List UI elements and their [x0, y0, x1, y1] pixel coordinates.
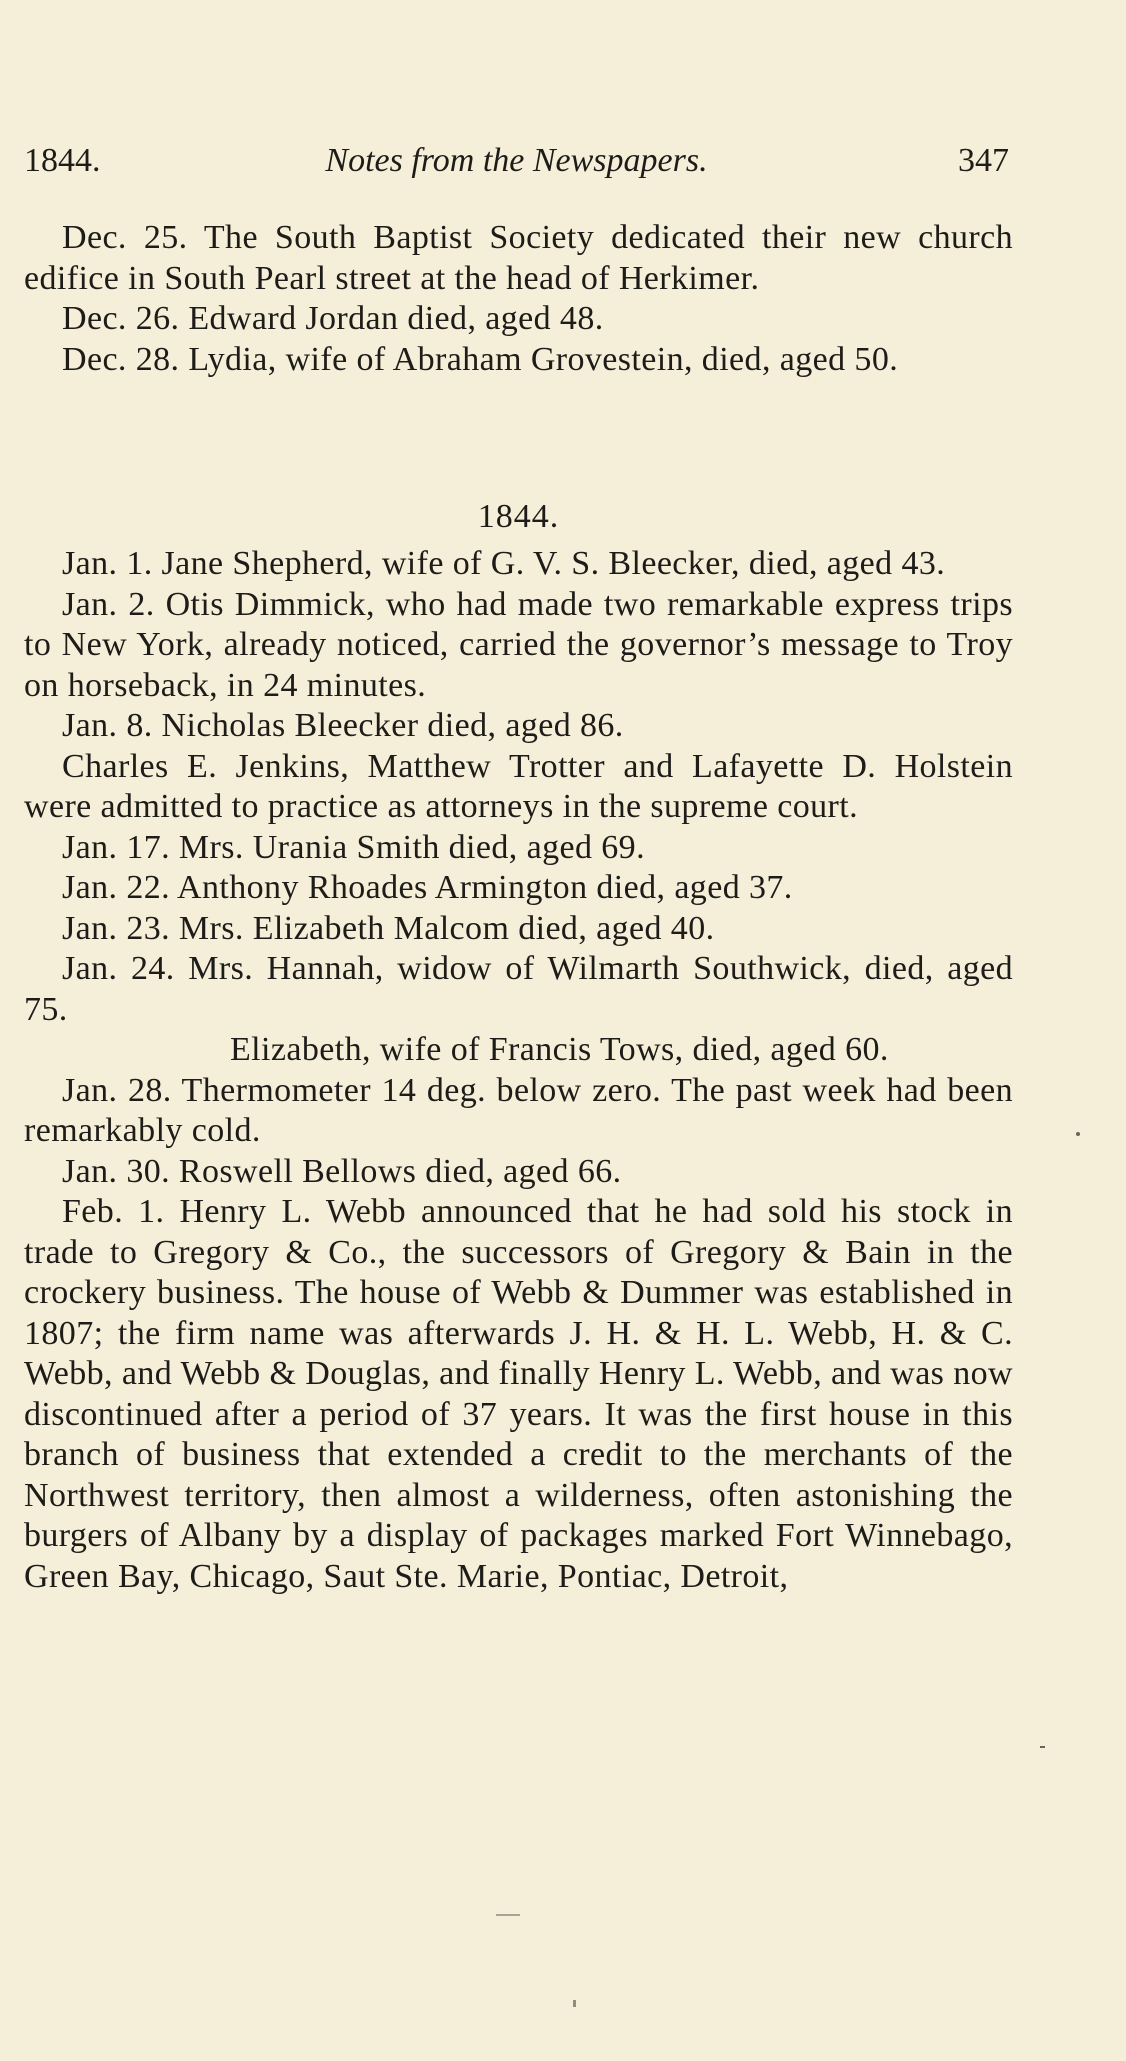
- paper-speck: [1040, 1746, 1045, 1748]
- entry-feb-1: Feb. 1. Henry L. Webb announced that he had sold his stock in trade to Gregory & Co., the successors of Gregory & Bain in the crockery business. The house of Webb & Dummer was established in 1807; the firm name was afterwards J. H. & H. L. Webb, H. & C. Webb, and Webb & Douglas, and finally Henry L. Webb, and was now discontinued after a period of 37 years. It was the first house in this branch of business that extended a credit to the merchants of the Northwest territory, then almost a wilderness, often astonishing the burgers of Albany by a display of packages marked Fort Winnebago, Green Bay, Chicago, Saut Ste. Marie, Pontiac, Detroit,: [24, 1193, 1013, 1595]
- paper-speck: [1076, 1132, 1080, 1136]
- entries-1843: [24, 218, 1013, 380]
- entry-jan-24-tows: Elizabeth, wife of Francis Tows, died, aged 60.: [230, 1031, 889, 1068]
- entry-jan-1: Jan. 1. Jane Shepherd, wife of G. V. S. Bleecker, died, aged 43.: [62, 545, 946, 582]
- entry-jan-24: Jan. 24. Mrs. Hannah, widow of Wilmarth Southwick, died, aged 75.: [24, 950, 1013, 1028]
- entry-jan-22: Jan. 22. Anthony Rhoades Armington died, aged 37.: [62, 869, 793, 906]
- header-year: 1844.: [24, 142, 101, 179]
- running-header: [24, 141, 1009, 181]
- paper-speck: [573, 2000, 576, 2007]
- entry-jan-23: Jan. 23. Mrs. Elizabeth Malcom died, aged 40.: [62, 909, 715, 947]
- entry-dec-28: Dec. 28. Lydia, wife of Abraham Grovestein, died, aged 50.: [62, 340, 899, 378]
- entries-1844: [24, 544, 1013, 1597]
- paper-speck: [496, 1914, 520, 1916]
- entry-jan-8-attorneys: Charles E. Jenkins, Matthew Trotter and Lafayette D. Holstein were admitted to practice as attorneys in the supreme court.: [24, 747, 1013, 825]
- page-number: 347: [958, 142, 1009, 179]
- entry-jan-28: Jan. 28. Thermometer 14 deg. below zero. The past week had been remarkably cold.: [24, 1071, 1013, 1149]
- year-heading: 1844.: [477, 498, 560, 535]
- entry-jan-17: Jan. 17. Mrs. Urania Smith died, aged 69.: [62, 828, 645, 866]
- entry-jan-2: Jan. 2. Otis Dimmick, who had made two remarkable express trips to New York, already noticed, carried the governor’s message to Troy on horseback, in 24 minutes.: [24, 585, 1013, 704]
- entry-jan-8: Jan. 8. Nicholas Bleecker died, aged 86.: [62, 707, 624, 744]
- entry-dec-25: Dec. 25. The South Baptist Society dedicated their new church edifice in South Pearl street at the head of Herkimer.: [24, 219, 1013, 297]
- header-title: Notes from the Newspapers.: [325, 142, 708, 179]
- entry-dec-26: Dec. 26. Edward Jordan died, aged 48.: [62, 300, 604, 337]
- entry-jan-30: Jan. 30. Roswell Bellows died, aged 66.: [62, 1152, 622, 1190]
